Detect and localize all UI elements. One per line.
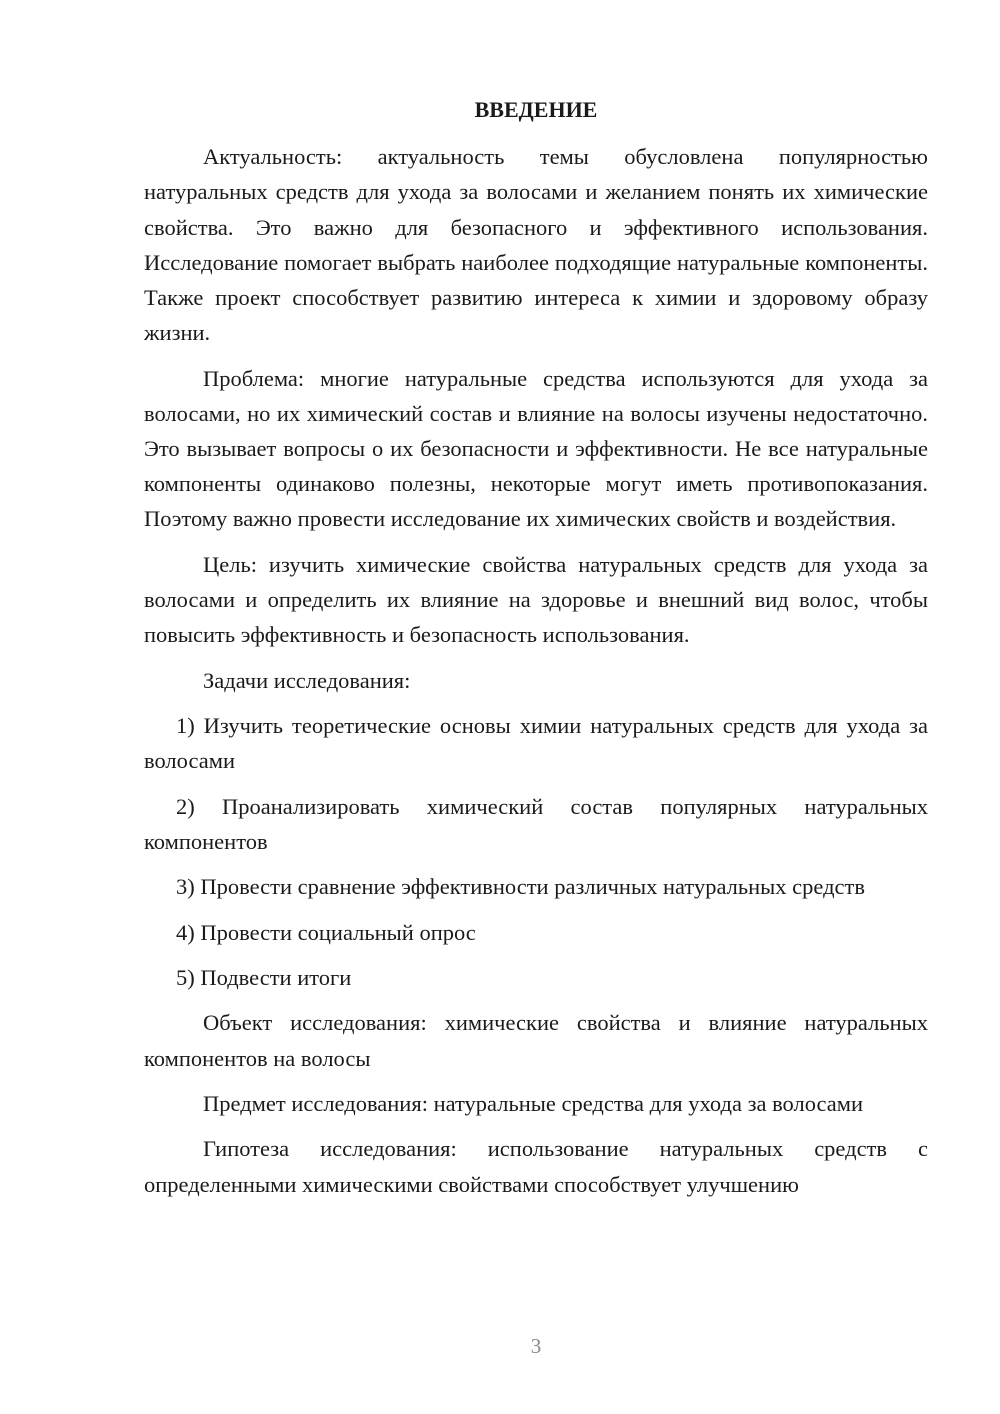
task-item-1: 1) Изучить теоретические основы химии натуральных средств для ухода за волосами xyxy=(144,713,928,774)
task-item-3: 3) Провести сравнение эффективности различных натуральных средств xyxy=(176,874,865,900)
paragraph-tasks-heading: Задачи исследования: xyxy=(203,667,411,693)
paragraph-object: Объект исследования: химические свойства и влияние натуральных компонентов на волосы xyxy=(144,1010,928,1071)
task-item-2: 2) Проанализировать химический состав популярных натуральных компонентов xyxy=(144,793,928,854)
task-item-5: 5) Подвести итоги xyxy=(176,964,352,990)
paragraph-subject: Предмет исследования: натуральные средства для ухода за волосами xyxy=(203,1090,864,1116)
document-body xyxy=(144,92,928,1212)
page-number: 3 xyxy=(530,1334,542,1358)
task-item-4: 4) Провести социальный опрос xyxy=(176,919,476,945)
page-title: ВВЕДЕНИЕ xyxy=(474,97,598,122)
paragraph-relevance: Актуальность: актуальность темы обусловлена популярностью натуральных средств для ухода за волосами и желанием понять их химические свойства. Это важно для безопасного и эффективного использования. Исследование помогает выбрать наиболее подходящие натуральные компоненты. Также проект способствует развитию интереса к химии и здоровому образу жизни. xyxy=(144,144,928,346)
paragraph-goal: Цель: изучить химические свойства натуральных средств для ухода за волосами и определить их влияние на здоровье и внешний вид волос, чтобы повысить эффективность и безопасность использования. xyxy=(144,551,928,648)
paragraph-problem: Проблема: многие натуральные средства используются для ухода за волосами, но их химический состав и влияние на волосы изучены недостаточно. Это вызывает вопросы о их безопасности и эффективности. Не все натуральные компоненты одинаково полезны, некоторые могут иметь противопоказания. Поэтому важно провести исследование их химических свойств и воздействия. xyxy=(144,365,928,532)
paragraph-hypothesis: Гипотеза исследования: использование натуральных средств с определенными химическими свойствами способствует улучшению xyxy=(144,1136,928,1197)
